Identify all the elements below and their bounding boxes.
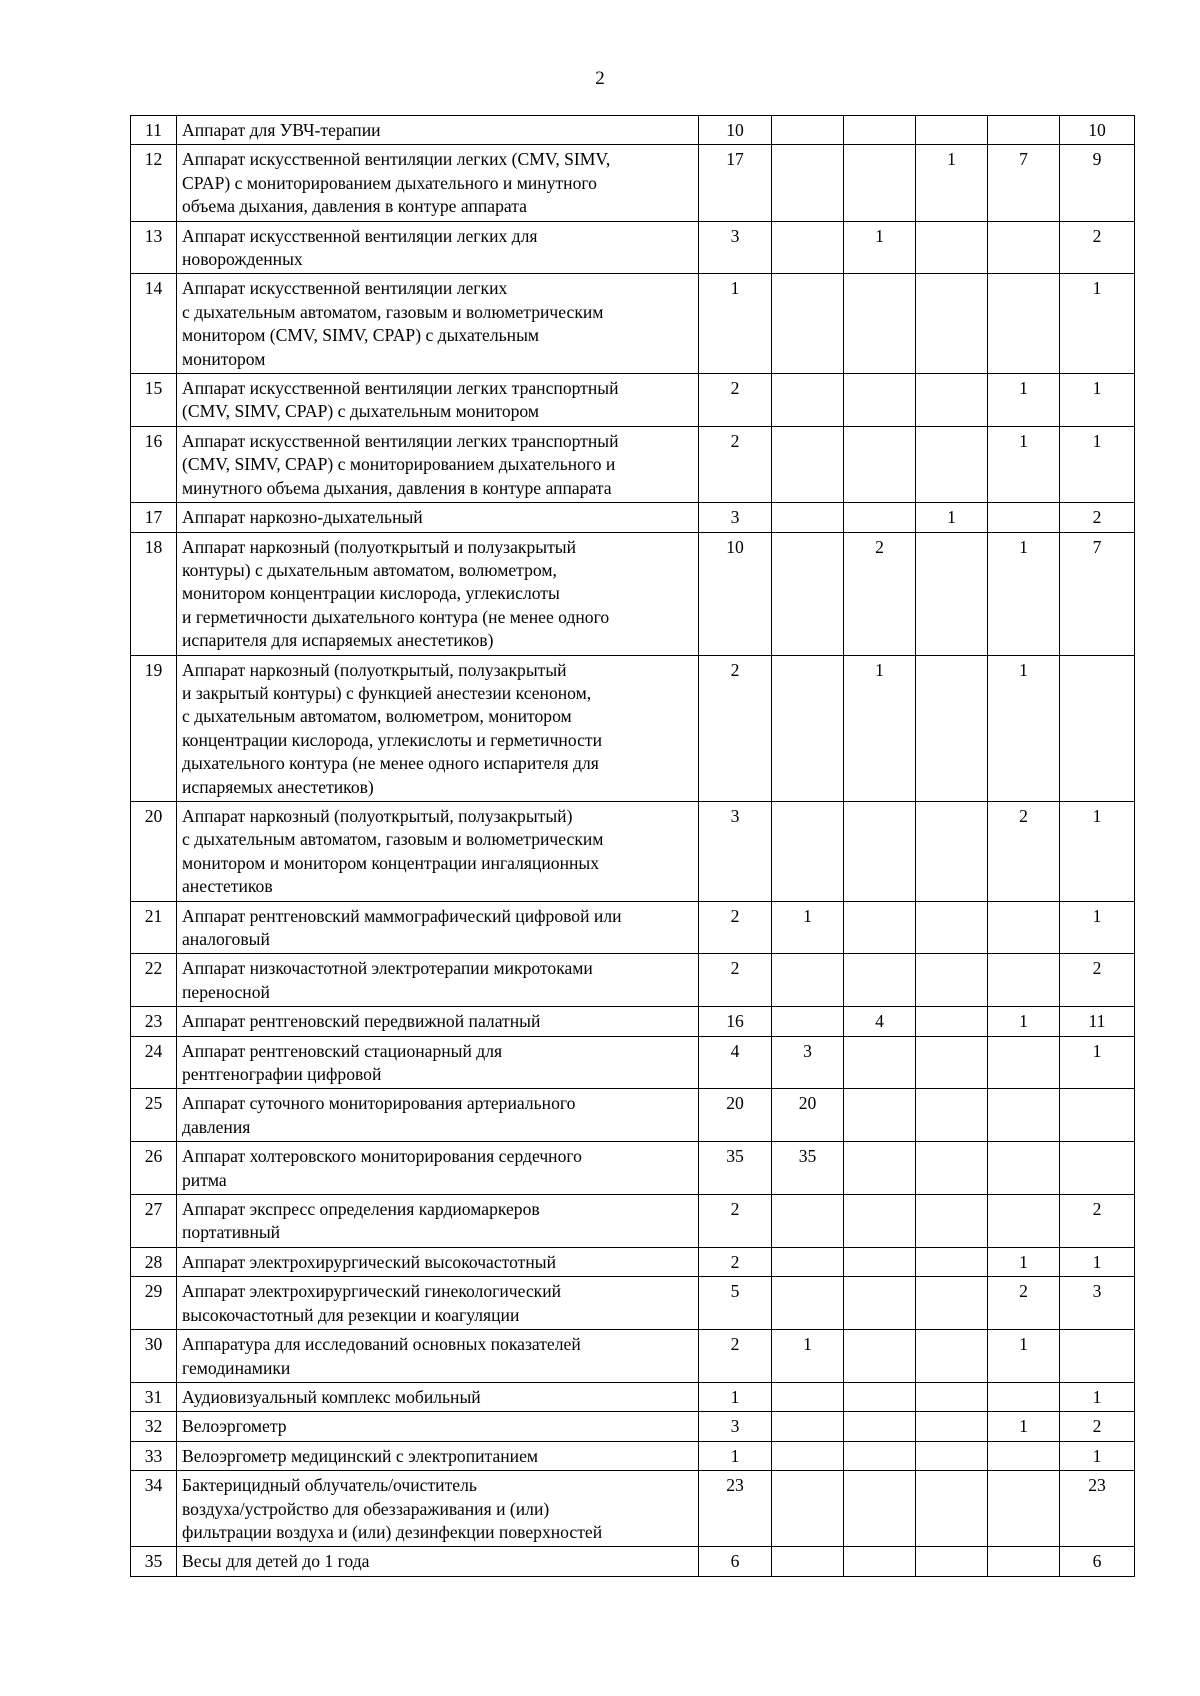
equipment-name-cell <box>177 503 699 532</box>
quantity-cell-2 <box>772 274 844 374</box>
quantity-cell-2 <box>772 1007 844 1036</box>
equipment-name-line: монитором концентрации кислорода, углекислоты <box>182 583 560 604</box>
quantity-cell-5 <box>988 503 1060 532</box>
quantity-cell-5 <box>988 1142 1060 1195</box>
quantity-cell-4 <box>916 1089 988 1142</box>
quantity-cell-4 <box>916 801 988 901</box>
quantity-cell-4 <box>916 1412 988 1441</box>
equipment-name-line: ритма <box>182 1169 227 1190</box>
quantity-cell-4 <box>916 901 988 954</box>
table-row <box>131 116 1135 145</box>
quantity-cell-1: 3 <box>699 503 772 532</box>
equipment-name-line: Аппарат электрохирургический высокочастотный <box>182 1251 557 1272</box>
quantity-cell-1: 35 <box>699 1142 772 1195</box>
quantity-cell-5 <box>988 274 1060 374</box>
table-row <box>131 1195 1135 1248</box>
quantity-cell-2 <box>772 1547 844 1576</box>
quantity-cell-6: 1 <box>1060 1247 1135 1276</box>
equipment-name-cell <box>177 1547 699 1576</box>
quantity-cell-1: 4 <box>699 1036 772 1089</box>
equipment-name-line: с дыхательным автоматом, газовым и волюметрическим <box>182 829 604 850</box>
equipment-name-cell <box>177 1412 699 1441</box>
quantity-cell-3 <box>844 503 916 532</box>
equipment-name-line: испарителя для испаряемых анестетиков) <box>182 630 494 651</box>
quantity-cell-3 <box>844 1471 916 1547</box>
quantity-cell-6: 2 <box>1060 503 1135 532</box>
quantity-cell-2: 1 <box>772 1330 844 1383</box>
row-number-cell: 33 <box>131 1441 177 1470</box>
table-row <box>131 1547 1135 1576</box>
quantity-cell-4 <box>916 655 988 801</box>
quantity-cell-3 <box>844 1247 916 1276</box>
equipment-name-cell <box>177 374 699 427</box>
quantity-cell-5 <box>988 1471 1060 1547</box>
row-number-cell: 18 <box>131 532 177 655</box>
quantity-cell-3 <box>844 1412 916 1441</box>
quantity-cell-6 <box>1060 1142 1135 1195</box>
equipment-name-line: монитором (CMV, SIMV, CPAP) с дыхательным <box>182 325 540 346</box>
quantity-cell-3 <box>844 374 916 427</box>
equipment-name-line: и закрытый контуры) с функцией анестезии ксеноном, <box>182 682 592 703</box>
row-number-cell: 30 <box>131 1330 177 1383</box>
equipment-name-line: и герметичности дыхательного контура (не менее одного <box>182 606 610 627</box>
quantity-cell-5: 2 <box>988 801 1060 901</box>
quantity-cell-2 <box>772 532 844 655</box>
quantity-cell-3 <box>844 1142 916 1195</box>
quantity-cell-6: 3 <box>1060 1277 1135 1330</box>
quantity-cell-1: 2 <box>699 954 772 1007</box>
equipment-name-line: гемодинамики <box>182 1357 291 1378</box>
row-number-cell: 24 <box>131 1036 177 1089</box>
quantity-cell-2 <box>772 221 844 274</box>
quantity-cell-4 <box>916 1277 988 1330</box>
equipment-name-line: Аппарат искусственной вентиляции легких транспортный <box>182 430 619 451</box>
equipment-name-line: Бактерицидный облучатель/очиститель <box>182 1475 477 1496</box>
quantity-cell-4 <box>916 426 988 502</box>
quantity-cell-3 <box>844 1330 916 1383</box>
table-row <box>131 532 1135 655</box>
table-row <box>131 426 1135 502</box>
quantity-cell-1: 3 <box>699 801 772 901</box>
quantity-cell-2 <box>772 503 844 532</box>
equipment-name-line: дыхательного контура (не менее одного испарителя для <box>182 753 599 774</box>
equipment-name-line: Велоэргометр <box>182 1416 287 1437</box>
quantity-cell-4 <box>916 1036 988 1089</box>
row-number-cell: 25 <box>131 1089 177 1142</box>
quantity-cell-3: 4 <box>844 1007 916 1036</box>
quantity-cell-1: 1 <box>699 1382 772 1411</box>
equipment-name-line: Аппаратура для исследований основных показателей <box>182 1334 581 1355</box>
quantity-cell-3 <box>844 116 916 145</box>
quantity-cell-4 <box>916 1382 988 1411</box>
equipment-name-line: Аппарат искусственной вентиляции легких <box>182 278 508 299</box>
quantity-cell-6: 1 <box>1060 1036 1135 1089</box>
equipment-name-line: портативный <box>182 1222 281 1243</box>
quantity-cell-3 <box>844 145 916 221</box>
quantity-cell-3: 1 <box>844 221 916 274</box>
quantity-cell-5: 1 <box>988 1412 1060 1441</box>
equipment-name-cell <box>177 1007 699 1036</box>
equipment-name-line: монитором и монитором концентрации ингаляционных <box>182 852 600 873</box>
quantity-cell-2: 1 <box>772 901 844 954</box>
quantity-cell-4 <box>916 1195 988 1248</box>
quantity-cell-2: 35 <box>772 1142 844 1195</box>
quantity-cell-5 <box>988 901 1060 954</box>
equipment-name-cell <box>177 1441 699 1470</box>
equipment-name-line: фильтрации воздуха и (или) дезинфекции поверхностей <box>182 1521 603 1542</box>
quantity-cell-1: 16 <box>699 1007 772 1036</box>
quantity-cell-1: 10 <box>699 532 772 655</box>
quantity-cell-2 <box>772 374 844 427</box>
quantity-cell-5 <box>988 1382 1060 1411</box>
quantity-cell-6: 1 <box>1060 374 1135 427</box>
quantity-cell-6: 2 <box>1060 1195 1135 1248</box>
equipment-name-line: Велоэргометр медицинский с электропитанием <box>182 1445 539 1466</box>
quantity-cell-1: 20 <box>699 1089 772 1142</box>
equipment-name-cell <box>177 116 699 145</box>
equipment-name-cell <box>177 1247 699 1276</box>
equipment-name-line: Аппарат наркозный (полуоткрытый, полузакрытый <box>182 659 567 680</box>
quantity-cell-1: 2 <box>699 374 772 427</box>
quantity-cell-2: 20 <box>772 1089 844 1142</box>
table-row <box>131 221 1135 274</box>
quantity-cell-3: 1 <box>844 655 916 801</box>
quantity-cell-5 <box>988 116 1060 145</box>
equipment-name-cell <box>177 532 699 655</box>
equipment-name-line: с дыхательным автоматом, волюметром, монитором <box>182 706 572 727</box>
quantity-cell-5: 1 <box>988 426 1060 502</box>
quantity-cell-5: 7 <box>988 145 1060 221</box>
equipment-name-line: Аппарат рентгеновский маммографический цифровой или <box>182 905 622 926</box>
quantity-cell-1: 3 <box>699 221 772 274</box>
quantity-cell-1: 2 <box>699 1195 772 1248</box>
equipment-name-line: Аппарат искусственной вентиляции легких для <box>182 225 538 246</box>
table-row <box>131 1089 1135 1142</box>
quantity-cell-5 <box>988 1547 1060 1576</box>
quantity-cell-3 <box>844 426 916 502</box>
equipment-name-cell <box>177 801 699 901</box>
table-row <box>131 145 1135 221</box>
quantity-cell-4 <box>916 1441 988 1470</box>
table-row <box>131 274 1135 374</box>
quantity-cell-5: 1 <box>988 1247 1060 1276</box>
equipment-name-line: новорожденных <box>182 249 303 270</box>
quantity-cell-5 <box>988 954 1060 1007</box>
quantity-cell-3 <box>844 1382 916 1411</box>
row-number-cell: 26 <box>131 1142 177 1195</box>
equipment-table <box>130 115 1135 1577</box>
equipment-name-line: объема дыхания, давления в контуре аппарата <box>182 196 527 217</box>
equipment-name-line: рентгенографии цифровой <box>182 1064 382 1085</box>
table-row <box>131 1036 1135 1089</box>
row-number-cell: 19 <box>131 655 177 801</box>
equipment-name-line: Аппарат рентгеновский стационарный для <box>182 1040 503 1061</box>
equipment-name-line: Аппарат суточного мониторирования артериального <box>182 1093 576 1114</box>
equipment-name-cell <box>177 1089 699 1142</box>
equipment-name-line: Аппарат искусственной вентиляции легких транспортный <box>182 378 619 399</box>
quantity-cell-3 <box>844 1089 916 1142</box>
quantity-cell-6: 2 <box>1060 954 1135 1007</box>
quantity-cell-6: 1 <box>1060 901 1135 954</box>
quantity-cell-5 <box>988 1441 1060 1470</box>
table-row <box>131 1142 1135 1195</box>
table-row <box>131 1247 1135 1276</box>
equipment-name-line: Аппарат рентгеновский передвижной палатный <box>182 1011 541 1032</box>
quantity-cell-1: 17 <box>699 145 772 221</box>
quantity-cell-6: 2 <box>1060 221 1135 274</box>
quantity-cell-4: 1 <box>916 145 988 221</box>
quantity-cell-6 <box>1060 1330 1135 1383</box>
quantity-cell-6 <box>1060 655 1135 801</box>
row-number-cell: 12 <box>131 145 177 221</box>
equipment-name-line: концентрации кислорода, углекислоты и герметичности <box>182 729 602 750</box>
quantity-cell-3 <box>844 1277 916 1330</box>
quantity-cell-4 <box>916 374 988 427</box>
equipment-name-cell <box>177 274 699 374</box>
table-row <box>131 1277 1135 1330</box>
quantity-cell-2 <box>772 145 844 221</box>
table-row <box>131 1471 1135 1547</box>
equipment-name-line: Аппарат для УВЧ-терапии <box>182 120 381 140</box>
quantity-cell-1: 2 <box>699 426 772 502</box>
quantity-cell-2 <box>772 954 844 1007</box>
equipment-name-line: Аппарат холтеровского мониторирования сердечного <box>182 1146 582 1167</box>
quantity-cell-2 <box>772 116 844 145</box>
table-row <box>131 801 1135 901</box>
equipment-name-line: Аппарат искусственной вентиляции легких (CMV, SIMV, <box>182 149 611 170</box>
quantity-cell-6: 1 <box>1060 426 1135 502</box>
quantity-cell-6: 9 <box>1060 145 1135 221</box>
quantity-cell-6: 6 <box>1060 1547 1135 1576</box>
quantity-cell-5 <box>988 1195 1060 1248</box>
equipment-name-cell <box>177 1036 699 1089</box>
quantity-cell-1: 2 <box>699 1247 772 1276</box>
table-row <box>131 503 1135 532</box>
equipment-name-line: испаряемых анестетиков) <box>182 776 374 797</box>
equipment-table-body <box>131 116 1135 1577</box>
quantity-cell-3 <box>844 274 916 374</box>
equipment-name-cell <box>177 1277 699 1330</box>
equipment-name-cell <box>177 1195 699 1248</box>
quantity-cell-6: 11 <box>1060 1007 1135 1036</box>
equipment-name-line: Аппарат наркозно-дыхательный <box>182 507 423 528</box>
quantity-cell-5: 2 <box>988 1277 1060 1330</box>
quantity-cell-5: 1 <box>988 655 1060 801</box>
quantity-cell-1: 2 <box>699 901 772 954</box>
page-number: 2 <box>595 68 605 89</box>
quantity-cell-5 <box>988 1036 1060 1089</box>
row-number-cell: 23 <box>131 1007 177 1036</box>
table-row <box>131 1330 1135 1383</box>
equipment-name-line: Аудиовизуальный комплекс мобильный <box>182 1386 481 1407</box>
quantity-cell-3 <box>844 1441 916 1470</box>
quantity-cell-2 <box>772 426 844 502</box>
equipment-name-cell <box>177 954 699 1007</box>
row-number-cell: 20 <box>131 801 177 901</box>
equipment-name-line: CPAP) с мониторированием дыхательного и минутного <box>182 172 597 193</box>
equipment-name-line: Аппарат наркозный (полуоткрытый, полузакрытый) <box>182 805 573 826</box>
quantity-cell-2 <box>772 655 844 801</box>
quantity-cell-1: 23 <box>699 1471 772 1547</box>
quantity-cell-5 <box>988 1089 1060 1142</box>
equipment-name-cell <box>177 426 699 502</box>
equipment-name-cell <box>177 145 699 221</box>
table-row <box>131 1441 1135 1470</box>
equipment-name-cell <box>177 1142 699 1195</box>
equipment-name-line: аналоговый <box>182 929 270 949</box>
equipment-name-cell <box>177 1330 699 1383</box>
row-number-cell: 13 <box>131 221 177 274</box>
equipment-name-cell <box>177 1471 699 1547</box>
equipment-name-line: Аппарат экспресс определения кардиомаркеров <box>182 1199 540 1220</box>
quantity-cell-4 <box>916 532 988 655</box>
equipment-name-line: Аппарат наркозный (полуоткрытый и полузакрытый <box>182 536 576 557</box>
quantity-cell-4 <box>916 954 988 1007</box>
quantity-cell-2 <box>772 1247 844 1276</box>
quantity-cell-3 <box>844 1036 916 1089</box>
quantity-cell-1: 10 <box>699 116 772 145</box>
equipment-name-line: переносной <box>182 981 270 1002</box>
quantity-cell-5: 1 <box>988 1330 1060 1383</box>
quantity-cell-1: 1 <box>699 1441 772 1470</box>
quantity-cell-4: 1 <box>916 503 988 532</box>
quantity-cell-1: 2 <box>699 1330 772 1383</box>
quantity-cell-1: 1 <box>699 274 772 374</box>
quantity-cell-1: 3 <box>699 1412 772 1441</box>
row-number-cell: 27 <box>131 1195 177 1248</box>
quantity-cell-1: 2 <box>699 655 772 801</box>
quantity-cell-6 <box>1060 1089 1135 1142</box>
row-number-cell: 21 <box>131 901 177 954</box>
table-row <box>131 374 1135 427</box>
table-row <box>131 655 1135 801</box>
quantity-cell-5: 1 <box>988 532 1060 655</box>
equipment-name-line: Аппарат электрохирургический гинекологический <box>182 1281 562 1302</box>
quantity-cell-3 <box>844 954 916 1007</box>
quantity-cell-5 <box>988 221 1060 274</box>
quantity-cell-2 <box>772 1471 844 1547</box>
equipment-name-cell <box>177 901 699 954</box>
table-row <box>131 954 1135 1007</box>
equipment-name-line: Аппарат низкочастотной электротерапии микротоками <box>182 958 593 979</box>
quantity-cell-1: 5 <box>699 1277 772 1330</box>
equipment-name-line: (CMV, SIMV, CPAP) с дыхательным монитором <box>182 401 540 422</box>
quantity-cell-4 <box>916 1142 988 1195</box>
equipment-name-line: высокочастотный для резекции и коагуляции <box>182 1304 520 1325</box>
row-number-cell: 14 <box>131 274 177 374</box>
quantity-cell-3 <box>844 1195 916 1248</box>
quantity-cell-5: 1 <box>988 1007 1060 1036</box>
quantity-cell-3: 2 <box>844 532 916 655</box>
quantity-cell-2 <box>772 1412 844 1441</box>
row-number-cell: 34 <box>131 1471 177 1547</box>
quantity-cell-2 <box>772 1277 844 1330</box>
quantity-cell-3 <box>844 801 916 901</box>
quantity-cell-4 <box>916 221 988 274</box>
quantity-cell-6: 23 <box>1060 1471 1135 1547</box>
quantity-cell-2 <box>772 1195 844 1248</box>
quantity-cell-4 <box>916 1471 988 1547</box>
row-number-cell: 11 <box>131 116 177 145</box>
row-number-cell: 35 <box>131 1547 177 1576</box>
quantity-cell-3 <box>844 1547 916 1576</box>
quantity-cell-2: 3 <box>772 1036 844 1089</box>
quantity-cell-4 <box>916 1247 988 1276</box>
equipment-name-line: Весы для детей до 1 года <box>182 1551 370 1572</box>
row-number-cell: 16 <box>131 426 177 502</box>
table-row <box>131 1382 1135 1411</box>
equipment-name-line: минутного объема дыхания, давления в контуре аппарата <box>182 477 612 498</box>
table-row <box>131 1412 1135 1441</box>
quantity-cell-6: 1 <box>1060 1441 1135 1470</box>
quantity-cell-6: 7 <box>1060 532 1135 655</box>
equipment-name-cell <box>177 1382 699 1411</box>
equipment-name-line: контуры) с дыхательным автоматом, волюметром, <box>182 559 557 580</box>
quantity-cell-5: 1 <box>988 374 1060 427</box>
equipment-name-line: давления <box>182 1116 251 1137</box>
equipment-name-line: монитором <box>182 348 266 369</box>
quantity-cell-2 <box>772 1441 844 1470</box>
row-number-cell: 31 <box>131 1382 177 1411</box>
row-number-cell: 28 <box>131 1247 177 1276</box>
quantity-cell-4 <box>916 1330 988 1383</box>
row-number-cell: 32 <box>131 1412 177 1441</box>
equipment-name-line: (CMV, SIMV, CPAP) с мониторированием дыхательного и <box>182 454 616 475</box>
quantity-cell-6: 2 <box>1060 1412 1135 1441</box>
quantity-cell-1: 6 <box>699 1547 772 1576</box>
row-number-cell: 22 <box>131 954 177 1007</box>
quantity-cell-6: 1 <box>1060 1382 1135 1411</box>
equipment-name-line: воздуха/устройство для обеззараживания и (или) <box>182 1498 550 1519</box>
quantity-cell-6: 1 <box>1060 801 1135 901</box>
equipment-name-line: с дыхательным автоматом, газовым и волюметрическим <box>182 301 604 322</box>
quantity-cell-2 <box>772 1382 844 1411</box>
quantity-cell-4 <box>916 116 988 145</box>
row-number-cell: 29 <box>131 1277 177 1330</box>
quantity-cell-6: 10 <box>1060 116 1135 145</box>
quantity-cell-2 <box>772 801 844 901</box>
equipment-name-cell <box>177 221 699 274</box>
quantity-cell-3 <box>844 901 916 954</box>
quantity-cell-4 <box>916 1547 988 1576</box>
table-row <box>131 1007 1135 1036</box>
quantity-cell-6: 1 <box>1060 274 1135 374</box>
table-row <box>131 901 1135 954</box>
equipment-name-cell <box>177 655 699 801</box>
row-number-cell: 17 <box>131 503 177 532</box>
quantity-cell-4 <box>916 1007 988 1036</box>
row-number-cell: 15 <box>131 374 177 427</box>
quantity-cell-4 <box>916 274 988 374</box>
equipment-name-line: анестетиков <box>182 876 273 897</box>
